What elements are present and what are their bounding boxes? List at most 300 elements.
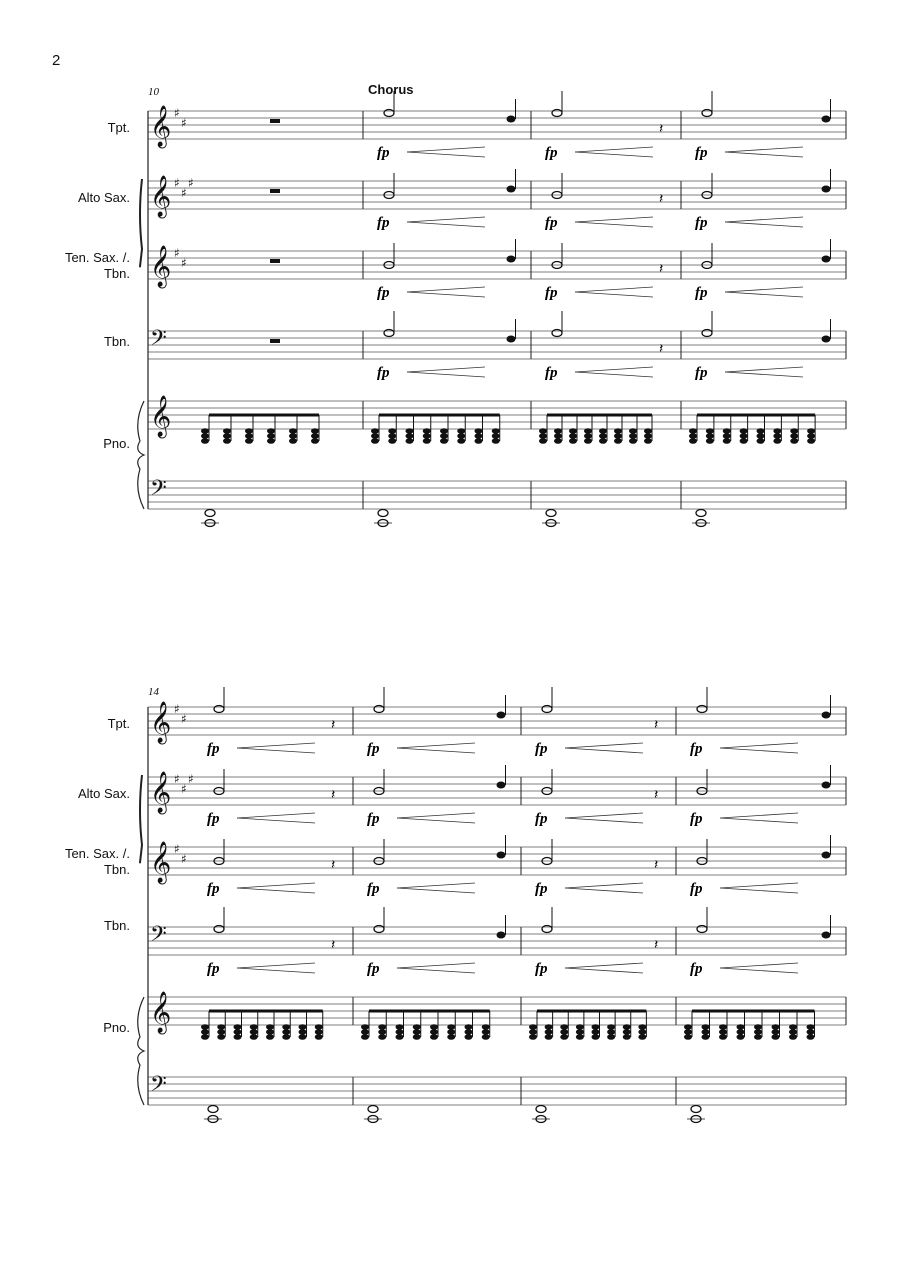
crescendo-hairpin	[575, 217, 653, 222]
dynamic-fp: fp	[535, 881, 548, 897]
bass-note	[546, 510, 556, 517]
sharp-sign: ♯	[174, 842, 180, 856]
quarter-note	[497, 712, 506, 719]
half-note	[214, 926, 224, 933]
chord-notehead	[719, 1034, 727, 1040]
chord-notehead	[475, 438, 483, 444]
chord-notehead	[423, 428, 431, 434]
chord-notehead	[599, 438, 607, 444]
chord-notehead	[638, 1034, 646, 1040]
crescendo-hairpin	[397, 963, 475, 968]
chord-notehead	[807, 1029, 815, 1035]
bass-note	[691, 1106, 701, 1113]
quarter-note	[507, 336, 516, 343]
treble-clef: 𝄞	[150, 772, 172, 813]
instrument-label-trumpet: Tpt.	[107, 120, 130, 135]
crescendo-hairpin	[725, 222, 803, 227]
quarter-note	[497, 932, 506, 939]
chord-notehead	[234, 1029, 242, 1035]
chord-notehead	[266, 1034, 274, 1040]
quarter-note	[497, 852, 506, 859]
dynamic-fp: fp	[367, 741, 380, 757]
chord-notehead	[539, 438, 547, 444]
chord-notehead	[201, 1034, 209, 1040]
chord-notehead	[266, 1029, 274, 1035]
chord-notehead	[790, 428, 798, 434]
crescendo-hairpin	[720, 743, 798, 748]
chord-notehead	[790, 438, 798, 444]
quarter-rest: 𝄽	[659, 191, 664, 207]
chord-notehead	[217, 1024, 225, 1030]
sharp-sign: ♯	[174, 176, 180, 190]
crescendo-hairpin	[237, 818, 315, 823]
chord-notehead	[592, 1029, 600, 1035]
chord-notehead	[223, 428, 231, 434]
chord-notehead	[406, 428, 414, 434]
chord-notehead	[430, 1029, 438, 1035]
chord-notehead	[689, 438, 697, 444]
chord-notehead	[723, 433, 731, 439]
chord-notehead	[607, 1029, 615, 1035]
chord-notehead	[361, 1029, 369, 1035]
quarter-rest: 𝄽	[659, 341, 664, 357]
chord-notehead	[529, 1034, 537, 1040]
crescendo-hairpin	[575, 292, 653, 297]
dynamic-fp: fp	[535, 961, 548, 977]
quarter-note	[822, 256, 831, 263]
crescendo-hairpin	[565, 743, 643, 748]
chord-notehead	[702, 1034, 710, 1040]
half-note	[384, 110, 394, 117]
chord-notehead	[201, 438, 209, 444]
dynamic-fp: fp	[545, 365, 558, 381]
dynamic-fp: fp	[367, 811, 380, 827]
crescendo-hairpin	[237, 748, 315, 753]
treble-clef: 𝄞	[150, 246, 172, 287]
chord-notehead	[311, 428, 319, 434]
bass-note	[378, 510, 388, 517]
chord-notehead	[807, 1034, 815, 1040]
page-number: 2	[52, 52, 61, 69]
crescendo-hairpin	[575, 372, 653, 377]
crescendo-hairpin	[565, 963, 643, 968]
sax-bracket	[140, 179, 142, 267]
chord-notehead	[361, 1024, 369, 1030]
chord-notehead	[702, 1029, 710, 1035]
chord-notehead	[250, 1024, 258, 1030]
chord-notehead	[201, 1029, 209, 1035]
chord-notehead	[754, 1024, 762, 1030]
chord-notehead	[465, 1024, 473, 1030]
chord-notehead	[772, 1024, 780, 1030]
crescendo-hairpin	[397, 743, 475, 748]
quarter-note	[822, 336, 831, 343]
quarter-rest: 𝄽	[659, 261, 664, 277]
dynamic-fp: fp	[377, 285, 390, 301]
chord-notehead	[465, 1029, 473, 1035]
half-note	[552, 330, 562, 337]
instrument-label-tenor-sax-line2: Tbn.	[103, 266, 130, 281]
dynamic-fp: fp	[207, 881, 220, 897]
crescendo-hairpin	[725, 372, 803, 377]
chord-notehead	[576, 1034, 584, 1040]
crescendo-hairpin	[407, 147, 485, 152]
crescendo-hairpin	[720, 888, 798, 893]
quarter-note	[822, 116, 831, 123]
chord-notehead	[638, 1024, 646, 1030]
half-note	[542, 706, 552, 713]
chord-notehead	[388, 428, 396, 434]
chord-notehead	[644, 428, 652, 434]
chord-notehead	[539, 428, 547, 434]
chord-notehead	[702, 1024, 710, 1030]
dynamic-fp: fp	[207, 961, 220, 977]
quarter-rest: 𝄽	[331, 857, 336, 873]
chord-notehead	[266, 1024, 274, 1030]
dynamic-fp: fp	[695, 365, 708, 381]
crescendo-hairpin	[407, 292, 485, 297]
chord-notehead	[719, 1029, 727, 1035]
chord-notehead	[554, 438, 562, 444]
crescendo-hairpin	[237, 888, 315, 893]
chord-notehead	[299, 1024, 307, 1030]
chord-notehead	[201, 433, 209, 439]
chord-notehead	[315, 1034, 323, 1040]
chord-notehead	[245, 428, 253, 434]
chord-notehead	[584, 433, 592, 439]
quarter-rest: 𝄽	[654, 937, 659, 953]
crescendo-hairpin	[720, 813, 798, 818]
chord-notehead	[592, 1034, 600, 1040]
chord-notehead	[482, 1024, 490, 1030]
chord-notehead	[607, 1024, 615, 1030]
instrument-label-tenor-sax: Ten. Sax. /.	[64, 846, 130, 861]
chord-notehead	[371, 428, 379, 434]
crescendo-hairpin	[565, 888, 643, 893]
chord-notehead	[201, 1024, 209, 1030]
quarter-note	[507, 186, 516, 193]
dynamic-fp: fp	[367, 881, 380, 897]
half-note	[697, 706, 707, 713]
dynamic-fp: fp	[377, 215, 390, 231]
measure-number: 10	[148, 86, 159, 98]
chord-notehead	[217, 1034, 225, 1040]
chord-notehead	[723, 428, 731, 434]
chord-notehead	[757, 438, 765, 444]
whole-rest	[270, 259, 280, 263]
chord-notehead	[413, 1029, 421, 1035]
chord-notehead	[569, 438, 577, 444]
crescendo-hairpin	[407, 152, 485, 157]
crescendo-hairpin	[725, 292, 803, 297]
dynamic-fp: fp	[690, 811, 703, 827]
half-note	[374, 706, 384, 713]
dynamic-fp: fp	[695, 285, 708, 301]
chord-notehead	[250, 1029, 258, 1035]
crescendo-hairpin	[720, 883, 798, 888]
dynamic-fp: fp	[535, 741, 548, 757]
instrument-label-alto-sax: Alto Sax.	[77, 786, 130, 801]
chord-notehead	[289, 433, 297, 439]
chord-notehead	[440, 433, 448, 439]
chord-notehead	[311, 438, 319, 444]
chord-notehead	[413, 1024, 421, 1030]
crescendo-hairpin	[237, 743, 315, 748]
chord-notehead	[599, 433, 607, 439]
quarter-rest: 𝄽	[654, 717, 659, 733]
chord-notehead	[560, 1024, 568, 1030]
chord-notehead	[607, 1034, 615, 1040]
half-note	[552, 110, 562, 117]
chord-notehead	[388, 433, 396, 439]
chord-notehead	[245, 438, 253, 444]
chord-notehead	[614, 433, 622, 439]
quarter-rest: 𝄽	[654, 787, 659, 803]
treble-clef: 𝄞	[150, 176, 172, 217]
sharp-sign: ♯	[181, 256, 187, 270]
chord-notehead	[201, 428, 209, 434]
chord-notehead	[560, 1034, 568, 1040]
chord-notehead	[289, 428, 297, 434]
chord-notehead	[423, 438, 431, 444]
chord-notehead	[361, 1034, 369, 1040]
crescendo-hairpin	[237, 883, 315, 888]
crescendo-hairpin	[725, 367, 803, 372]
chord-notehead	[789, 1024, 797, 1030]
sharp-sign: ♯	[181, 782, 187, 796]
chord-notehead	[569, 433, 577, 439]
crescendo-hairpin	[720, 963, 798, 968]
chord-notehead	[706, 438, 714, 444]
chord-notehead	[423, 433, 431, 439]
chord-notehead	[614, 428, 622, 434]
crescendo-hairpin	[575, 367, 653, 372]
chord-notehead	[706, 428, 714, 434]
crescendo-hairpin	[237, 813, 315, 818]
chord-notehead	[644, 433, 652, 439]
chord-notehead	[757, 428, 765, 434]
quarter-note	[822, 932, 831, 939]
chord-notehead	[529, 1029, 537, 1035]
chord-notehead	[629, 438, 637, 444]
dynamic-fp: fp	[695, 215, 708, 231]
sharp-sign: ♯	[174, 772, 180, 786]
whole-rest	[270, 339, 280, 343]
chord-notehead	[396, 1024, 404, 1030]
chord-notehead	[789, 1034, 797, 1040]
chord-notehead	[623, 1029, 631, 1035]
chord-notehead	[740, 433, 748, 439]
crescendo-hairpin	[720, 968, 798, 973]
chord-notehead	[430, 1024, 438, 1030]
chord-notehead	[311, 433, 319, 439]
crescendo-hairpin	[407, 222, 485, 227]
chord-notehead	[378, 1029, 386, 1035]
chord-notehead	[475, 428, 483, 434]
half-note	[214, 706, 224, 713]
chord-notehead	[644, 438, 652, 444]
chord-notehead	[378, 1024, 386, 1030]
chord-notehead	[492, 433, 500, 439]
sax-bracket	[140, 775, 142, 863]
crescendo-hairpin	[575, 222, 653, 227]
bass-note	[696, 510, 706, 517]
chord-notehead	[545, 1029, 553, 1035]
half-note	[702, 110, 712, 117]
crescendo-hairpin	[565, 968, 643, 973]
chord-notehead	[684, 1029, 692, 1035]
crescendo-hairpin	[565, 748, 643, 753]
chord-notehead	[378, 1034, 386, 1040]
chord-notehead	[223, 438, 231, 444]
bass-note	[208, 1106, 218, 1113]
chord-notehead	[689, 433, 697, 439]
dynamic-fp: fp	[545, 215, 558, 231]
bass-note	[368, 1106, 378, 1113]
instrument-label-piano: Pno.	[103, 1020, 130, 1035]
chord-notehead	[447, 1034, 455, 1040]
chord-notehead	[638, 1029, 646, 1035]
chord-notehead	[773, 433, 781, 439]
chord-notehead	[740, 438, 748, 444]
instrument-label-tenor-sax-line2: Tbn.	[103, 862, 130, 877]
chord-notehead	[482, 1029, 490, 1035]
chord-notehead	[623, 1024, 631, 1030]
quarter-note	[822, 186, 831, 193]
chord-notehead	[475, 433, 483, 439]
dynamic-fp: fp	[207, 811, 220, 827]
crescendo-hairpin	[397, 818, 475, 823]
chord-notehead	[413, 1034, 421, 1040]
bass-clef: 𝄢	[150, 1072, 167, 1102]
chord-notehead	[592, 1024, 600, 1030]
chord-notehead	[754, 1029, 762, 1035]
crescendo-hairpin	[565, 818, 643, 823]
chord-notehead	[545, 1024, 553, 1030]
quarter-rest: 𝄽	[331, 787, 336, 803]
chord-notehead	[807, 438, 815, 444]
dynamic-fp: fp	[535, 811, 548, 827]
chord-notehead	[773, 438, 781, 444]
sharp-sign: ♯	[181, 712, 187, 726]
crescendo-hairpin	[565, 813, 643, 818]
chord-notehead	[289, 438, 297, 444]
quarter-note	[497, 782, 506, 789]
chord-notehead	[599, 428, 607, 434]
chord-notehead	[737, 1034, 745, 1040]
chord-notehead	[440, 438, 448, 444]
dynamic-fp: fp	[545, 285, 558, 301]
quarter-note	[822, 712, 831, 719]
rehearsal-mark: Chorus	[368, 82, 414, 97]
dynamic-fp: fp	[367, 961, 380, 977]
crescendo-hairpin	[725, 287, 803, 292]
chord-notehead	[482, 1034, 490, 1040]
measure-number: 14	[148, 686, 159, 698]
crescendo-hairpin	[407, 372, 485, 377]
chord-notehead	[737, 1024, 745, 1030]
chord-notehead	[629, 428, 637, 434]
chord-notehead	[773, 428, 781, 434]
sharp-sign: ♯	[174, 106, 180, 120]
chord-notehead	[267, 433, 275, 439]
quarter-note	[507, 116, 516, 123]
sharp-sign: ♯	[181, 852, 187, 866]
chord-notehead	[740, 428, 748, 434]
chord-notehead	[539, 433, 547, 439]
crescendo-hairpin	[725, 152, 803, 157]
chord-notehead	[790, 433, 798, 439]
chord-notehead	[569, 428, 577, 434]
crescendo-hairpin	[725, 147, 803, 152]
half-note	[374, 926, 384, 933]
chord-notehead	[492, 428, 500, 434]
quarter-note	[507, 256, 516, 263]
chord-notehead	[406, 433, 414, 439]
chord-notehead	[576, 1024, 584, 1030]
instrument-label-tenor-sax: Ten. Sax. /.	[64, 250, 130, 265]
chord-notehead	[772, 1029, 780, 1035]
chord-notehead	[430, 1034, 438, 1040]
chord-notehead	[457, 433, 465, 439]
chord-notehead	[492, 438, 500, 444]
treble-clef: 𝄞	[150, 992, 172, 1033]
chord-notehead	[689, 428, 697, 434]
quarter-rest: 𝄽	[331, 937, 336, 953]
crescendo-hairpin	[407, 287, 485, 292]
half-note	[697, 926, 707, 933]
chord-notehead	[757, 433, 765, 439]
chord-notehead	[807, 1024, 815, 1030]
crescendo-hairpin	[397, 813, 475, 818]
crescendo-hairpin	[407, 217, 485, 222]
sharp-sign: ♯	[188, 176, 194, 190]
chord-notehead	[754, 1034, 762, 1040]
crescendo-hairpin	[237, 963, 315, 968]
chord-notehead	[706, 433, 714, 439]
bass-note	[536, 1106, 546, 1113]
crescendo-hairpin	[397, 888, 475, 893]
chord-notehead	[465, 1034, 473, 1040]
instrument-label-alto-sax: Alto Sax.	[77, 190, 130, 205]
chord-notehead	[447, 1024, 455, 1030]
dynamic-fp: fp	[377, 145, 390, 161]
chord-notehead	[406, 438, 414, 444]
chord-notehead	[629, 433, 637, 439]
chord-notehead	[299, 1029, 307, 1035]
crescendo-hairpin	[397, 883, 475, 888]
treble-clef: 𝄞	[150, 702, 172, 743]
half-note	[542, 926, 552, 933]
chord-notehead	[315, 1024, 323, 1030]
chord-notehead	[267, 428, 275, 434]
chord-notehead	[576, 1029, 584, 1035]
chord-notehead	[554, 433, 562, 439]
chord-notehead	[723, 438, 731, 444]
whole-rest	[270, 189, 280, 193]
chord-notehead	[545, 1034, 553, 1040]
bass-note	[205, 510, 215, 517]
chord-notehead	[737, 1029, 745, 1035]
crescendo-hairpin	[720, 818, 798, 823]
chord-notehead	[789, 1029, 797, 1035]
chord-notehead	[623, 1034, 631, 1040]
dynamic-fp: fp	[690, 961, 703, 977]
instrument-label-piano: Pno.	[103, 436, 130, 451]
chord-notehead	[245, 433, 253, 439]
instrument-label-trumpet: Tpt.	[107, 716, 130, 731]
chord-notehead	[807, 428, 815, 434]
